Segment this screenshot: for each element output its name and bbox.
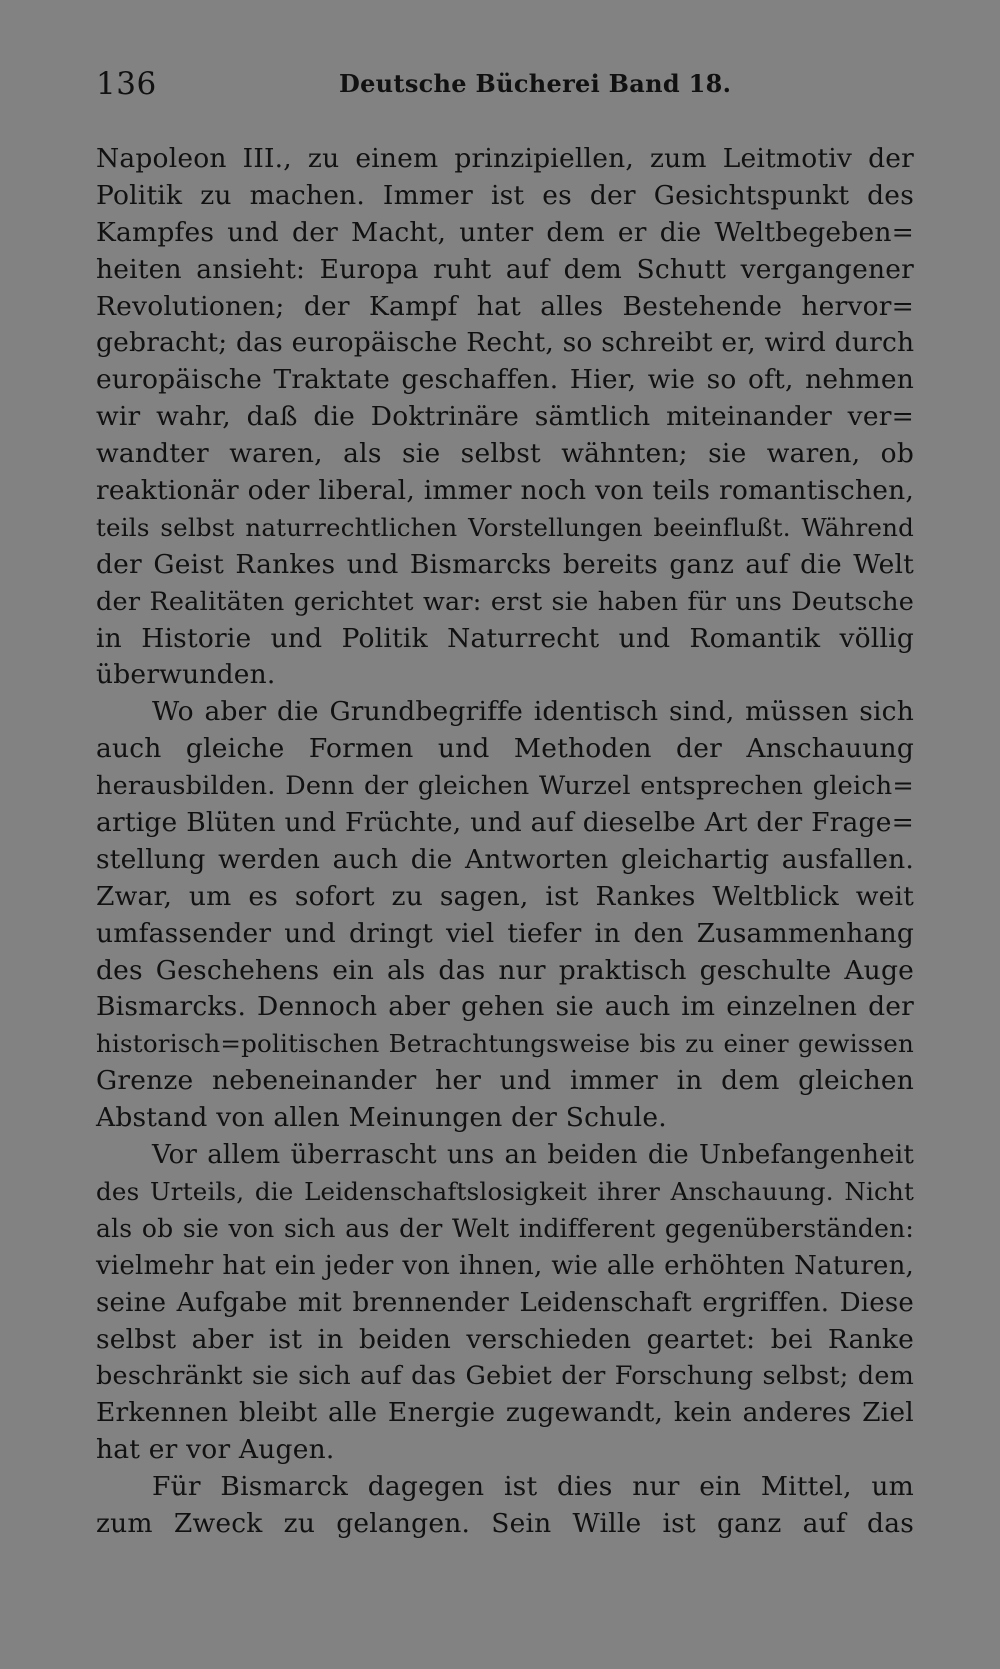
text-line: gebracht; das europäische Recht, so schreibt er, wird durch (96, 327, 915, 359)
text-line: stellung werden auch die Antworten gleichartig ausfallen. (96, 843, 914, 875)
text-line: der Realitäten gerichtet war: erst sie haben für uns Deutsche (96, 586, 914, 617)
text-line: europäische Traktate geschaffen. Hier, wie so oft, nehmen (96, 364, 914, 396)
text-line: der Geist Rankes und Bismarcks bereits ganz auf die Welt (96, 548, 914, 580)
text-line: zum Zweck zu gelangen. Sein Wille ist ganz auf das (96, 1507, 914, 1539)
paragraph (96, 1469, 914, 1543)
text-line: auch gleiche Formen und Methoden der Anschauung (96, 733, 914, 765)
text-line: Kampfes und der Macht, unter dem er die Weltbegeben= (96, 216, 914, 248)
text-line: reaktionär oder liberal, immer noch von teils romantischen, (96, 475, 914, 507)
text-line: Abstand von allen Meinungen der Schule. (96, 1102, 667, 1134)
paragraph (96, 694, 914, 1137)
text-line: wir wahr, daß die Doktrinäre sämtlich miteinander ver= (96, 401, 914, 433)
text-line: Erkennen bleibt alle Energie zugewandt, kein anderes Ziel (96, 1397, 914, 1429)
page-header (96, 62, 914, 106)
text-line: selbst aber ist in beiden verschieden geartet: bei Ranke (96, 1323, 914, 1355)
text-line: wandter waren, als sie selbst wähnten; sie waren, ob (96, 438, 914, 470)
text-line: des Geschehens ein als das nur praktisch geschulte Auge (96, 954, 914, 986)
paragraph (96, 141, 914, 694)
text-line: des Urteils, die Leidenschaftslosigkeit ihrer Anschauung. Nicht (96, 1176, 914, 1206)
text-line: heiten ansieht: Europa ruht auf dem Schutt vergangener (96, 253, 914, 285)
text-line: historisch=politischen Betrachtungsweise bis zu einer gewissen (96, 1029, 914, 1059)
text-line: Für Bismarck dagegen ist dies nur ein Mittel, um (152, 1471, 914, 1503)
text-line: seine Aufgabe mit brennender Leidenschaft ergriffen. Diese (96, 1287, 914, 1318)
text-line: Vor allem überrascht uns an beiden die Unbefangenheit (152, 1140, 914, 1171)
page-number: 136 (96, 66, 157, 102)
text-line: überwunden. (96, 659, 276, 691)
body-text (96, 141, 914, 1543)
running-head: Deutsche Bücherei Band 18. (339, 69, 732, 98)
text-line: Politik zu machen. Immer ist es der Gesichtspunkt des (96, 179, 914, 211)
text-line: in Historie und Politik Naturrecht und Romantik völlig (96, 622, 914, 654)
text-line: herausbilden. Denn der gleichen Wurzel entsprechen gleich= (96, 771, 914, 802)
text-line: Napoleon III., zu einem prinzipiellen, zum Leitmotiv der (96, 143, 914, 174)
text-line: teils selbst naturrechtlichen Vorstellungen beeinflußt. Während (96, 512, 914, 542)
text-line: Zwar, um es sofort zu sagen, ist Rankes Weltblick weit (96, 880, 914, 912)
text-line: artige Blüten und Früchte, und auf dieselbe Art der Frage= (96, 807, 914, 839)
text-line: umfassender und dringt viel tiefer in den Zusammenhang (96, 917, 914, 949)
text-line: Revolutionen; der Kampf hat alles Bestehende hervor= (96, 290, 914, 322)
text-line: Grenze nebeneinander her und immer in dem gleichen (96, 1065, 914, 1097)
paragraph (96, 1137, 914, 1469)
text-line: als ob sie von sich aus der Welt indifferent gegenüberständen: (96, 1213, 914, 1243)
text-line: Wo aber die Grundbegriffe identisch sind, müssen sich (152, 696, 914, 728)
text-line: hat er vor Augen. (96, 1434, 335, 1466)
text-line: vielmehr hat ein jeder von ihnen, wie alle erhöhten Naturen, (96, 1250, 914, 1281)
text-line: Bismarcks. Dennoch aber gehen sie auch im einzelnen der (96, 991, 914, 1023)
text-line: beschränkt sie sich auf das Gebiet der Forschung selbst; dem (96, 1361, 914, 1392)
